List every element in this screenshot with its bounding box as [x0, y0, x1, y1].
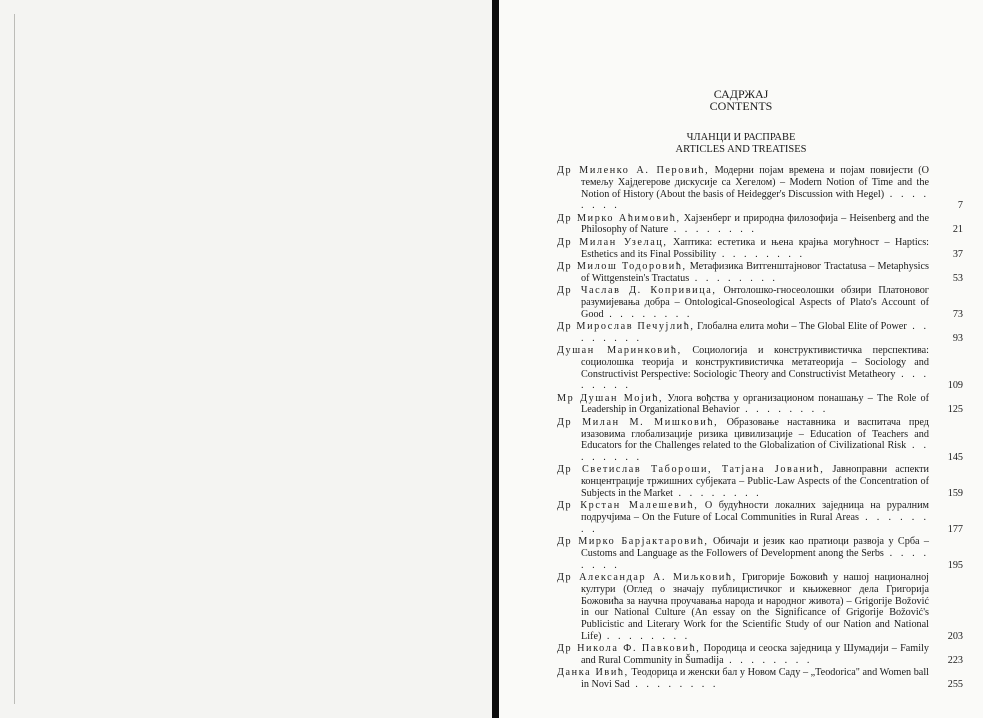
toc-entry: [557, 643, 963, 667]
toc-title: Глобална елита моћи – The Global Elite of Power: [694, 320, 907, 332]
toc-leader-dots: . . . . . . . .: [668, 224, 757, 236]
toc-page-number: 255: [947, 679, 963, 691]
toc-leader-dots: . . . . . . . .: [581, 512, 929, 535]
toc-page-number: 93: [952, 332, 963, 344]
section-title-sr: ЧЛАНЦИ И РАСПРАВЕ: [686, 132, 796, 143]
toc-title: Социологија и конструктивистичка перспектива: социолошка теорија и конструктивистичка метатеорија – Sociology and Constructivist Perspective: Sociologic Theory and Constructivist Metatheory: [581, 344, 929, 380]
toc-leader-dots: . . . . . . . .: [581, 188, 929, 212]
toc-page-number: 177: [947, 523, 963, 535]
toc-leader-dots: . . . . . . . .: [601, 631, 691, 643]
toc-title: Хаптика: естетика и њена крајња могућност – Haptics: Esthetics and its Final Possibility: [581, 236, 929, 260]
toc-entry-text: [557, 321, 929, 345]
toc-entry-text: [557, 345, 929, 392]
toc-author: Данка Ивић,: [557, 667, 629, 679]
toc-entry: [557, 321, 963, 345]
toc-entry: [557, 261, 963, 285]
toc-leader-dots: . . . . . . . .: [581, 548, 930, 571]
toc-leader-dots: . . . . . . . .: [739, 404, 829, 416]
toc-entry-text: [557, 667, 929, 691]
book-spine: [492, 0, 499, 718]
toc-title: Метафизика Витгенштајновог Tractatusa – Metaphysics of Wittgenstein's Tractatus: [581, 260, 929, 284]
toc-author: Др Светислав Табороши, Татјана Јованић,: [557, 464, 825, 476]
toc-entry-text: [557, 237, 929, 261]
toc-author: Др Мирко Аћимовић,: [557, 212, 681, 224]
toc-entry: [557, 464, 963, 499]
toc-page-number: 73: [952, 308, 963, 320]
toc-entry: [557, 417, 963, 464]
toc-page-number: 7: [957, 200, 963, 212]
toc-entry: [557, 393, 963, 417]
toc-page-number: 223: [947, 655, 963, 667]
toc-page-number: 37: [952, 248, 963, 260]
toc-author: Др Милош Тодоровић,: [557, 260, 687, 272]
toc-entry: [557, 345, 963, 392]
toc-page-number: 195: [947, 559, 963, 571]
toc-page-number: 53: [952, 272, 963, 284]
toc-entry-text: [557, 572, 929, 643]
toc-author: Др Мирослав Печујлић,: [557, 320, 695, 332]
toc-title: Теодорица и женски бал у Новом Саду – „Teodorica" and Women ball in Novi Sad: [581, 667, 929, 691]
contents-title-en: CONTENTS: [709, 99, 773, 113]
toc-author: Др Александар А. Миљковић,: [557, 572, 737, 584]
toc-entry-text: [557, 500, 929, 535]
right-page: [499, 0, 983, 718]
toc-title: Онтолошко-гносеолошки обзири Платоновог разумијевања добра – Ontological-Gnoseological Aspects of Plato's Account of Good: [581, 284, 929, 320]
toc-page-number: 21: [952, 224, 963, 236]
toc-title: О будућности локалних заједница на руралним подручјима – On the Future of Local Communities in Rural Areas: [581, 500, 929, 524]
toc-entry-text: [557, 393, 929, 417]
toc-author: Душан Маринковић,: [557, 344, 682, 356]
toc-leader-dots: . . . . . . . .: [603, 308, 693, 320]
toc-title: Образовање наставника и васпитача пред изазовима глобализације ризика цивилизације – Education of Teachers and Educators for the Challenges related to the Globalization of Civilizational Risk: [581, 416, 929, 452]
toc-entry-text: [557, 285, 929, 320]
toc-entry-text: [557, 536, 929, 571]
toc-leader-dots: . . . . . . . .: [581, 368, 929, 392]
toc-title: Хајзенберг и природна филозофија – Heisenberg and the Philosophy of Nature: [581, 212, 929, 236]
toc-title: Григорије Божовић у нашој националној култури (Оглед о значају публицистичког и књижевног дела Григорија Божовића за научна проучавања народа и народног живота) – Grigorije Božović in our National Culture (An essay on the Significance of Grigorije Božović's Publicistic and Literary Work for the Scientific Study of our Nation and National Life): [581, 572, 930, 643]
toc-entry: [557, 165, 963, 212]
toc-author: Др Милан М. Мишковић,: [557, 416, 719, 428]
toc-entry-text: [557, 643, 929, 667]
toc-page-number: 159: [947, 488, 963, 500]
toc-entry: [557, 500, 963, 535]
toc-title: Породица и сеоска заједница у Шумадији – Family and Rural Community in Šumadija: [581, 643, 929, 667]
toc-entry: [557, 213, 963, 237]
toc-entry: [557, 536, 963, 571]
toc-page-number: 109: [947, 380, 963, 392]
toc-leader-dots: . . . . . . . .: [581, 440, 930, 464]
toc-entry: [557, 572, 963, 643]
toc-leader-dots: . . . . . . . .: [723, 655, 813, 667]
toc-author: Мр Душан Мојић,: [557, 392, 664, 404]
toc-title: Улога вођства у организационом понашању – The Role of Leadership in Organizational Behavior: [581, 392, 929, 416]
toc-leader-dots: . . . . . . . .: [716, 248, 806, 260]
toc-title: Модерни појам времена и појам повијести (О темељу Хајдегерове дискусије са Хегелом) – Modern Notion of Time and the Notion of History (About the basis of Heidegger's Discussion with Hegel): [581, 165, 930, 200]
toc-author: Др Мирко Барјактаровић,: [557, 536, 709, 548]
toc-entry-text: [557, 213, 929, 237]
toc-leader-dots: . . . . . . . .: [581, 320, 929, 344]
toc-leader-dots: . . . . . . . .: [689, 272, 778, 284]
toc-entry: [557, 667, 963, 691]
toc-entry-text: [557, 165, 929, 212]
toc-title: Обичаји и језик као пратиоци развоја у Срба – Customs and Language as the Followers of Development anong the Serbs: [581, 536, 929, 559]
toc-author: Др Крстан Малешевић,: [557, 500, 699, 512]
toc-entry-text: [557, 261, 929, 285]
toc-page-number: 203: [947, 631, 963, 643]
toc-entry: [557, 237, 963, 261]
toc-leader-dots: . . . . . . . .: [672, 488, 762, 500]
toc-entry: [557, 285, 963, 320]
toc-entry-text: [557, 417, 929, 464]
table-of-contents: [557, 165, 963, 692]
toc-entry-text: [557, 464, 929, 499]
toc-author: Др Миленко А. Перовић,: [557, 165, 710, 176]
toc-page-number: 145: [947, 452, 963, 464]
toc-title: Јавноправни аспекти концентрације тржишних субјеката – Public-Law Aspects of the Concentration of Subjects in the Market: [581, 464, 929, 500]
section-title-en: ARTICLES AND TREATISES: [675, 144, 807, 155]
toc-page-number: 125: [947, 404, 963, 416]
toc-author: Др Никола Ф. Павковић,: [557, 643, 701, 655]
left-page-frame: [14, 14, 485, 704]
toc-leader-dots: . . . . . . . .: [629, 679, 719, 691]
toc-author: Др Часлав Д. Копривица,: [557, 284, 717, 296]
toc-author: Др Милан Узелац,: [557, 236, 668, 248]
contents-title-sr: САДРЖАЈ: [713, 87, 769, 101]
